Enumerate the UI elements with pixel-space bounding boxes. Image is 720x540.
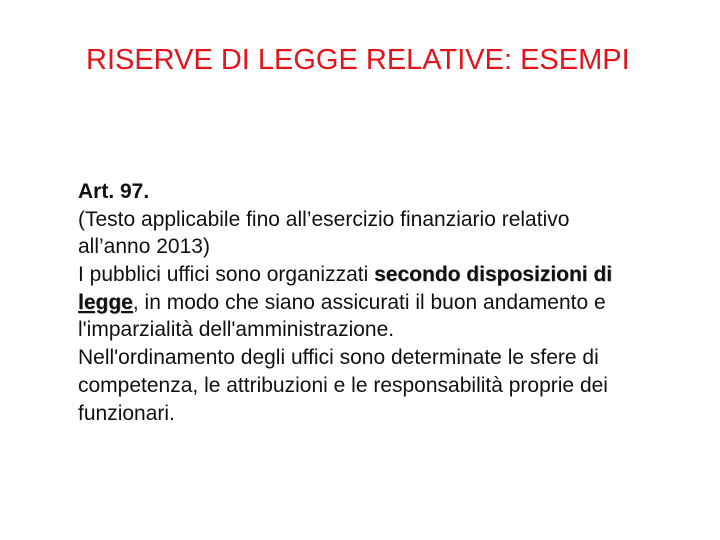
slide-title: RISERVE DI LEGGE RELATIVE: ESEMPI <box>86 44 630 76</box>
text-line-4 <box>78 261 720 289</box>
emphasized-phrase: secondo disposizioni di <box>374 263 613 287</box>
text-line-8: competenza, le attribuzioni e le responsabilità proprie dei <box>78 373 608 397</box>
text-line-2: (Testo applicabile fino all’esercizio finanziario relativo <box>78 207 570 231</box>
text-line-9: funzionari. <box>78 401 175 425</box>
text-line-3: all’anno 2013) <box>78 235 210 259</box>
text-line-5-rest: , in modo che siano assicurati il buon andamento e <box>132 290 606 314</box>
article-heading: Art. 97. <box>78 180 150 203</box>
article-text <box>78 178 720 427</box>
emphasized-word-legge: legge <box>78 290 133 314</box>
text-line-4-start: I pubblici uffici sono organizzati <box>78 263 375 287</box>
text-line-7: Nell'ordinamento degli uffici sono determinate le sfere di <box>78 346 599 370</box>
text-line-6: l'imparzialità dell'amministrazione. <box>78 318 395 342</box>
text-line-5 <box>78 289 720 317</box>
